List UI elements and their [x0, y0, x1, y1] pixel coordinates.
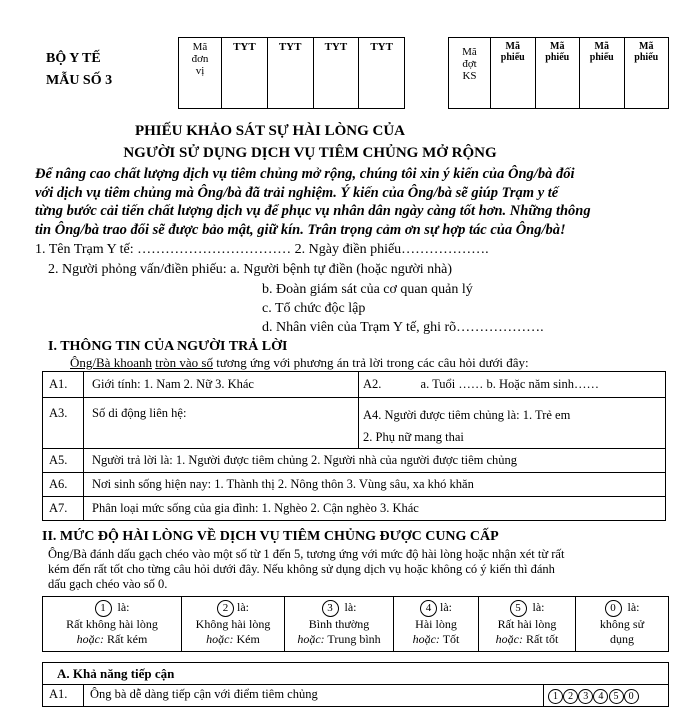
accessibility-table: [42, 662, 669, 707]
interviewer-option-d[interactable]: d. Nhân viên của Trạm Y tế, ghi rõ……………….: [262, 320, 544, 335]
scale-item: [479, 597, 576, 652]
scale-alt: Rất tốt: [522, 632, 559, 646]
ministry-name: BỘ Y TẾ: [46, 51, 101, 66]
scale-label: Không hài lòng: [195, 617, 271, 631]
sheet-code-cell[interactable]: [491, 38, 536, 109]
rating-3-icon[interactable]: 3: [578, 689, 593, 704]
intro-line: với dịch vụ tiêm chủng mà Ông/bà đã trải nghiệm. Ý kiến của Ông/bà sẽ giúp Trạm y tế: [35, 184, 559, 201]
section2-heading: II. MỨC ĐỘ HÀI LÒNG VỀ DỊCH VỤ TIÊM CHỦNG ĐƯỢC CUNG CẤP: [42, 529, 499, 544]
sheet-code-label: Mã: [550, 41, 565, 52]
scale-item: [285, 597, 394, 652]
residence-question[interactable]: Nơi sinh sống hiện nay: 1. Thành thị 2. Nông thôn 3. Vùng sâu, xa khó khăn: [84, 473, 666, 497]
row-code: A1.: [43, 685, 84, 707]
scale-alt: dụng: [610, 632, 634, 646]
unit-code-label: đơn: [191, 53, 209, 65]
sheet-code-label: phiếu: [589, 52, 614, 63]
batch-code-label: Mã: [462, 46, 477, 58]
respondent-info-table: [42, 371, 666, 521]
row-code: A3.: [43, 398, 84, 449]
section2-instruction: [48, 547, 668, 592]
scale-or: hoặc:: [297, 632, 325, 646]
row-code: A1.: [43, 372, 84, 398]
sheet-code-label: Mã: [505, 41, 520, 52]
intro-line: Để nâng cao chất lượng dịch vụ tiêm chủng mở rộng, chúng tôi xin ý kiến của Ông/bà đối: [35, 166, 575, 182]
interviewer-line[interactable]: 2. Người phỏng vấn/điền phiếu: a. Người bệnh tự điền (hoặc người nhà): [48, 262, 453, 277]
station-and-date-line[interactable]: 1. Tên Trạm Y tế: …………………………… 2. Ngày điền phiếu……………….: [35, 242, 489, 257]
phone-question[interactable]: Số di động liên hệ:: [84, 398, 359, 449]
instruction-part: tròn vào số: [155, 355, 213, 370]
instruction-part: Ông/Bà khoanh: [70, 355, 152, 370]
batch-code-label: KS: [462, 70, 477, 82]
section1-instruction: [70, 355, 529, 371]
row-code: A6.: [43, 473, 84, 497]
intro-line: từng bước cải tiến chất lượng dịch vụ để phục vụ nhân dân ngày càng tốt hơn. Những thông: [35, 203, 591, 219]
scale-item: [182, 597, 285, 652]
sheet-code-cell[interactable]: [624, 38, 669, 109]
tyt-cell[interactable]: TYT: [267, 38, 313, 109]
form-number: MẪU SỐ 3: [46, 73, 113, 88]
sheet-code-cell[interactable]: [535, 38, 580, 109]
gender-question[interactable]: Giới tính: 1. Nam 2. Nữ 3. Khác: [84, 372, 359, 398]
row-code: A7.: [43, 497, 84, 521]
unit-code-label: Mã: [192, 41, 208, 53]
age-question[interactable]: [359, 372, 666, 398]
rating-2-icon[interactable]: 2: [563, 689, 578, 704]
scale-alt: Kém: [233, 632, 260, 646]
form-title-line1: PHIẾU KHẢO SÁT SỰ HÀI LÒNG CỦA: [134, 123, 406, 139]
scale-item: [394, 597, 479, 652]
rating-0-icon: 0: [605, 600, 622, 617]
scale-is: là:: [627, 600, 640, 614]
scale-item: [576, 597, 669, 652]
scale-alt: Trung bình: [324, 632, 381, 646]
scale-alt: Rất kém: [104, 632, 148, 646]
row-code: A2.: [363, 377, 382, 391]
batch-code-label: đợt: [462, 58, 477, 70]
vaccinee-question-option: 2. Phụ nữ mang thai: [363, 430, 464, 444]
rating-2-icon: 2: [217, 600, 234, 617]
living-standard-question[interactable]: Phân loại mức sống của gia đình: 1. Nghèo 2. Cận nghèo 3. Khác: [84, 497, 666, 521]
scale-or: hoặc:: [495, 632, 523, 646]
sheet-code-table: [448, 37, 669, 109]
scale-is: là:: [237, 600, 249, 614]
rating-options[interactable]: [544, 685, 669, 707]
scale-or: hoặc:: [206, 632, 234, 646]
instruction-line: dấu gạch chéo vào số 0.: [48, 577, 168, 591]
row-code: A5.: [43, 449, 84, 473]
scale-label: không sử: [599, 617, 645, 631]
vaccinee-question-text: A4. Người được tiêm chủng là: 1. Trẻ em: [363, 408, 571, 422]
instruction-line: kém đến rất tốt cho từng câu hỏi dưới đây. Nếu không sử dụng dịch vụ hoặc không có ý kiến thì đánh: [48, 562, 555, 576]
instruction-part: tương ứng với phương án trả lời trong các câu hỏi dưới đây:: [213, 355, 529, 370]
scale-label: Rất không hài lòng: [66, 617, 158, 631]
subsection-a-heading: A. Khả năng tiếp cận: [43, 663, 669, 685]
scale-or: hoặc:: [412, 632, 440, 646]
scale-label: Bình thường: [308, 617, 370, 631]
rating-5-icon[interactable]: 5: [609, 689, 624, 704]
scale-alt: Tốt: [439, 632, 460, 646]
scale-is: là:: [344, 600, 357, 614]
sheet-code-cell[interactable]: [580, 38, 625, 109]
intro-line: tin Ông/bà trao đổi sẽ được bảo mật, giữ kín. Trân trọng cảm ơn sự hợp tác của Ông/bà!: [35, 221, 566, 238]
intro-paragraph: [35, 165, 665, 239]
interviewer-option-b[interactable]: b. Đoàn giám sát của cơ quan quản lý: [262, 282, 473, 297]
sheet-code-label: Mã: [594, 41, 609, 52]
rating-0-icon[interactable]: 0: [624, 689, 639, 704]
rating-5-icon: 5: [510, 600, 527, 617]
scale-label: Rất hài lòng: [497, 617, 557, 631]
vaccinee-question[interactable]: [359, 398, 666, 449]
unit-code-table: [178, 37, 405, 109]
scale-label: Hài lòng: [415, 617, 457, 631]
scale-item: [43, 597, 182, 652]
age-question-text: a. Tuổi …… b. Hoặc năm sinh……: [420, 377, 600, 391]
rating-scale-legend: [42, 596, 669, 652]
batch-code-cell[interactable]: [449, 38, 491, 109]
unit-code-label: vị: [195, 65, 205, 77]
form-title-line2: NGƯỜI SỬ DỤNG DỊCH VỤ TIÊM CHỦNG MỞ RỘNG: [123, 145, 497, 161]
rating-3-icon: 3: [322, 600, 339, 617]
scale-is: là:: [440, 600, 452, 614]
scale-is: là:: [532, 600, 545, 614]
rating-1-icon[interactable]: 1: [548, 689, 563, 704]
sheet-code-label: phiếu: [545, 52, 570, 63]
sheet-code-label: phiếu: [500, 52, 525, 63]
tyt-cell[interactable]: TYT: [359, 38, 405, 109]
rating-4-icon: 4: [420, 600, 437, 617]
interviewer-option-c[interactable]: c. Tổ chức độc lập: [262, 301, 366, 316]
respondent-role-question[interactable]: Người trả lời là: 1. Người được tiêm chủng 2. Người nhà của người được tiêm chủng: [84, 449, 666, 473]
tyt-cell[interactable]: TYT: [222, 38, 268, 109]
instruction-line: Ông/Bà đánh dấu gạch chéo vào một số từ 1 đến 5, tương ứng với mức độ hài lòng hoặc nhận xét từ rất: [48, 547, 565, 561]
scale-is: là:: [117, 600, 130, 614]
access-question: Ông bà dễ dàng tiếp cận với điểm tiêm chủng: [84, 685, 544, 707]
rating-4-icon[interactable]: 4: [593, 689, 608, 704]
unit-code-cell[interactable]: [179, 38, 222, 109]
scale-or: hoặc:: [76, 632, 104, 646]
tyt-cell[interactable]: TYT: [313, 38, 359, 109]
section1-heading: I. THÔNG TIN CỦA NGƯỜI TRẢ LỜI: [48, 339, 288, 354]
rating-1-icon: 1: [95, 600, 112, 617]
sheet-code-label: phiếu: [634, 52, 659, 63]
sheet-code-label: Mã: [639, 41, 654, 52]
